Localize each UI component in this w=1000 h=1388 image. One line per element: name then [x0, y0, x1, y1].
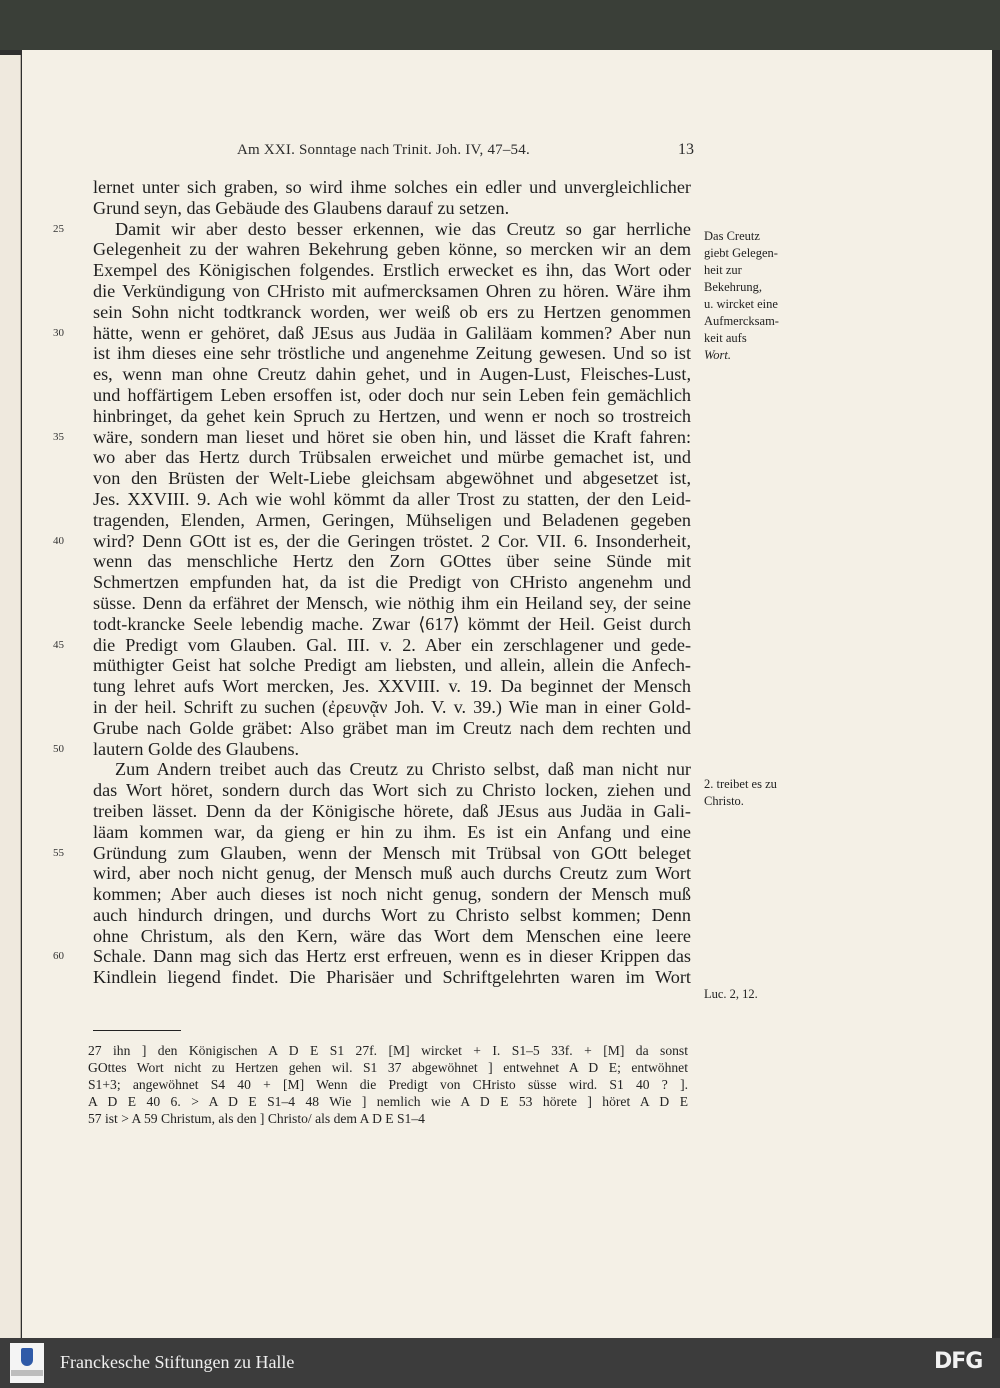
- margin-note-line: u. wircket eine: [704, 297, 778, 311]
- margin-note-christ: [704, 776, 777, 810]
- line-text: Grube nach Golde gräbet: Also gräbet man im Creutz nach dem rechten und: [93, 717, 691, 738]
- line-text: hätte, wenn er gehöret, daß JEsus aus Judäa in Galiläam kommen? Aber nun: [93, 322, 691, 343]
- text-line: [53, 530, 691, 552]
- footnote-line: 57 ist > A 59 Christum, als den ] Christo/ als dem A D E S1–4: [88, 1111, 425, 1126]
- text-line: [93, 801, 691, 822]
- line-number: 55: [53, 846, 64, 859]
- text-line: [93, 967, 691, 988]
- line-text: Jes. XXVIII. 9. Ach wie wohl kömmt da aller Trost zu statten, der den Leid-: [93, 488, 691, 509]
- line-number: 35: [53, 430, 64, 443]
- text-line: [53, 946, 691, 967]
- text-line: [53, 842, 691, 864]
- line-text: Grund seyn, das Gebäude des Glaubens darauf zu setzen.: [93, 197, 510, 218]
- line-text: Schmertzen empfunden hat, da ist die Predigt von CHristo angenehm und: [93, 572, 691, 593]
- margin-note-line: Wort.: [704, 348, 731, 362]
- line-number: 25: [53, 222, 64, 235]
- text-line: [93, 551, 691, 572]
- line-text: die Predigt vom Glauben. Gal. III. v. 2. Aber ein zerschlagener und gede-: [93, 634, 691, 655]
- line-text: Zum Andern treibet auch das Creutz zu Christo selbst, daß man nicht nur: [115, 759, 691, 780]
- line-text: Gelegenheit zu der wahren Bekehrung geben könne, so mercken wir an dem: [93, 239, 691, 260]
- margin-note-line: Luc. 2, 12.: [704, 987, 758, 1001]
- text-line: [93, 572, 691, 593]
- line-text: lautern Golde des Glaubens.: [93, 738, 300, 759]
- line-text: wird, aber noch nicht genug, der Mensch muß auch durchs Creutz zum Wort: [93, 863, 691, 884]
- line-text: sein Sohn nicht todtkranck worden, wer weiß ob ers zu Hertzen genommen: [93, 301, 691, 322]
- text-line: [93, 718, 691, 739]
- crest-icon: [21, 1348, 33, 1366]
- text-line: [53, 322, 691, 344]
- line-text: süsse. Denn da erfähret der Mensch, wie nöthig ihm ein Heiland sey, der seine: [93, 592, 691, 613]
- text-line: [93, 364, 691, 385]
- line-text: Exempel des Königischen folgendes. Erstlich erwecket es ihn, das Wort oder: [93, 260, 691, 281]
- text-line: [93, 260, 691, 281]
- line-text: und hoffärtigem Leben ersoffen ist, oder doch nur sein Leben fein gemächlich: [93, 384, 691, 405]
- footnote-rule: [93, 1030, 181, 1031]
- text-line: [93, 447, 691, 468]
- text-line: [93, 510, 691, 531]
- margin-note-line: giebt Gelegen-: [704, 246, 778, 260]
- critical-apparatus: [88, 1042, 688, 1127]
- text-line: [93, 863, 691, 884]
- margin-note-line: 2. treibet es zu: [704, 777, 777, 791]
- line-text: läam kommen war, da gieng er hin zu ihm. Es ist ein Anfang und eine: [93, 821, 691, 842]
- margin-note-conversion: [704, 228, 804, 364]
- line-text: wo aber das Hertz durch Trübsalen erweichet und mürbe gemachet ist, und: [93, 447, 691, 468]
- line-text: in der heil. Schrift zu suchen (ἐρευνᾷν Joh. V. v. 39.) Wie man in einer Gold-: [93, 696, 691, 717]
- footer-institution-name: Franckesche Stiftungen zu Halle: [60, 1352, 295, 1372]
- line-text: treiben lässet. Denn da der Königische hörete, daß JEsus aus Judäa in Gali-: [93, 800, 691, 821]
- text-line: [53, 426, 691, 448]
- line-text: Gründung zum Glauben, wenn der Mensch mit Trübsal von GOtt beleget: [93, 842, 691, 863]
- line-text: lernet unter sich graben, so wird ihme solches ein edler und unvergleichlicher: [93, 177, 691, 197]
- line-text: hinbringet, da gehet kein Spruch zu Hertzen, und wenn er noch so trostreich: [93, 405, 691, 426]
- text-line: [93, 676, 691, 697]
- text-line: [93, 822, 691, 843]
- text-line: [93, 884, 691, 905]
- scan-background: [0, 0, 1000, 50]
- line-text: Kindlein liegend findet. Die Pharisäer und Schriftgelehrten waren im Wort: [93, 967, 691, 988]
- line-text: wäre, sondern man lieset und höret sie oben hin, und lässet die Kraft fahren:: [93, 426, 691, 447]
- text-line: [93, 406, 691, 427]
- margin-note-line: Bekehrung,: [704, 280, 762, 294]
- text-line: [93, 489, 691, 510]
- margin-note-line: keit aufs: [704, 331, 747, 345]
- line-number: 45: [53, 638, 64, 651]
- text-line: [93, 655, 691, 676]
- line-text: auch hindurch dringen, und durchs Wort zu Christo selbst kommen; Denn: [93, 904, 691, 925]
- text-line: [93, 302, 691, 323]
- line-text: müthigter Geist hat solche Predigt am liebsten, und allein, allein die Anfech-: [93, 655, 691, 676]
- line-text: von den Brüsten der Welt-Liebe gleichsam abgewöhnet und abgesetzet ist,: [93, 468, 691, 489]
- main-text: [53, 177, 691, 988]
- text-line: [53, 738, 691, 760]
- margin-notes: [704, 228, 804, 1001]
- footnote-line: 27 ihn ] den Königischen A D E S1 27f. [M] wircket + I. S1–5 33f. + [M] da sonst: [88, 1043, 688, 1058]
- line-text: wird? Denn GOtt ist es, der die Geringen tröstet. 2 Cor. VII. 6. Insonderheit,: [93, 530, 691, 551]
- text-line: [93, 177, 691, 198]
- page-number: 13: [678, 141, 694, 158]
- footnote-line: A D E 40 6. > A D E S1–4 48 Wie ] nemlich wie A D E 53 hörete ] höret A D E: [88, 1094, 688, 1109]
- line-text: die Verkündigung von CHristo mit aufmercksamen Ohren zu hören. Wäre ihm: [93, 280, 691, 301]
- line-number: 40: [53, 534, 64, 547]
- line-text: Damit wir aber desto besser erkennen, wie das Creutz so gar herrliche: [115, 218, 691, 239]
- margin-note-line: Aufmercksam-: [704, 314, 779, 328]
- text-line: [93, 239, 691, 260]
- text-line: [93, 385, 691, 406]
- text-line: [53, 218, 691, 240]
- line-text: tragenden, Elenden, Armen, Geringen, Mühseligen und Beladenen gegeben: [93, 509, 691, 530]
- margin-note-line: Das Creutz: [704, 229, 760, 243]
- line-text: es, wenn man ohne Creutz dahin gehet, und in Augen-Lust, Fleisches-Lust,: [93, 364, 691, 385]
- margin-note-line: heit zur: [704, 263, 742, 277]
- text-line: [93, 780, 691, 801]
- line-text: wenn das menschliche Hertz den Zorn GOttes über seine Sünde mit: [93, 551, 691, 572]
- line-text: das Wort höret, sondern durch das Wort sich zu Christo locken, ziehen und: [93, 780, 691, 801]
- text-line: [93, 343, 691, 364]
- text-line: [93, 614, 691, 635]
- line-number: 60: [53, 950, 64, 963]
- facing-page-edge: [0, 55, 21, 1338]
- footnote-line: S1+3; angewöhnet S4 40 + [M] Wenn die Predigt von CHristo süsse wird. S1 40 ? ].: [88, 1077, 688, 1092]
- line-text: tung lehret aufs Wort mercken, Jes. XXVIII. v. 19. Da beginnet der Mensch: [93, 676, 691, 697]
- line-number: 30: [53, 326, 64, 339]
- line-number: 50: [53, 742, 64, 755]
- text-line: [93, 468, 691, 489]
- line-text: ist ihm dieses eine sehr tröstliche und angenehme Zeitung gewesen. Und so ist: [93, 343, 691, 364]
- margin-note-line: Christo.: [704, 794, 744, 808]
- text-line: [93, 593, 691, 614]
- text-line: [93, 697, 691, 718]
- institution-logo-icon[interactable]: [10, 1343, 44, 1383]
- text-line: [93, 905, 691, 926]
- line-text: kommen; Aber auch dieses ist noch nicht genug, sondern der Mensch muß: [93, 884, 691, 905]
- text-line: [93, 198, 691, 219]
- text-line: [93, 926, 691, 947]
- line-text: todt-krancke Seele lebendig mache. Zwar ⟨617⟩ kömmt der Heil. Geist durch: [93, 613, 691, 634]
- margin-note-reference: [704, 986, 758, 1003]
- line-text: Schale. Dann mag sich das Hertz erst erfreuen, wenn es in dieser Krippen das: [93, 946, 691, 967]
- dfg-logo: DFG: [934, 1349, 983, 1374]
- running-head: Am XXI. Sonntage nach Trinit. Joh. IV, 47–54.: [237, 142, 530, 158]
- text-line: [53, 634, 691, 656]
- text-line: [93, 281, 691, 302]
- text-line: [93, 759, 691, 780]
- footnote-line: GOttes Wort nicht zu Hertzen gehen wil. S1 37 abgewöhnet ] entwehnet A D E; entwöhnet: [88, 1060, 688, 1075]
- line-text: ohne Christum, als den Kern, wäre das Wort dem Menschen eine leere: [93, 925, 691, 946]
